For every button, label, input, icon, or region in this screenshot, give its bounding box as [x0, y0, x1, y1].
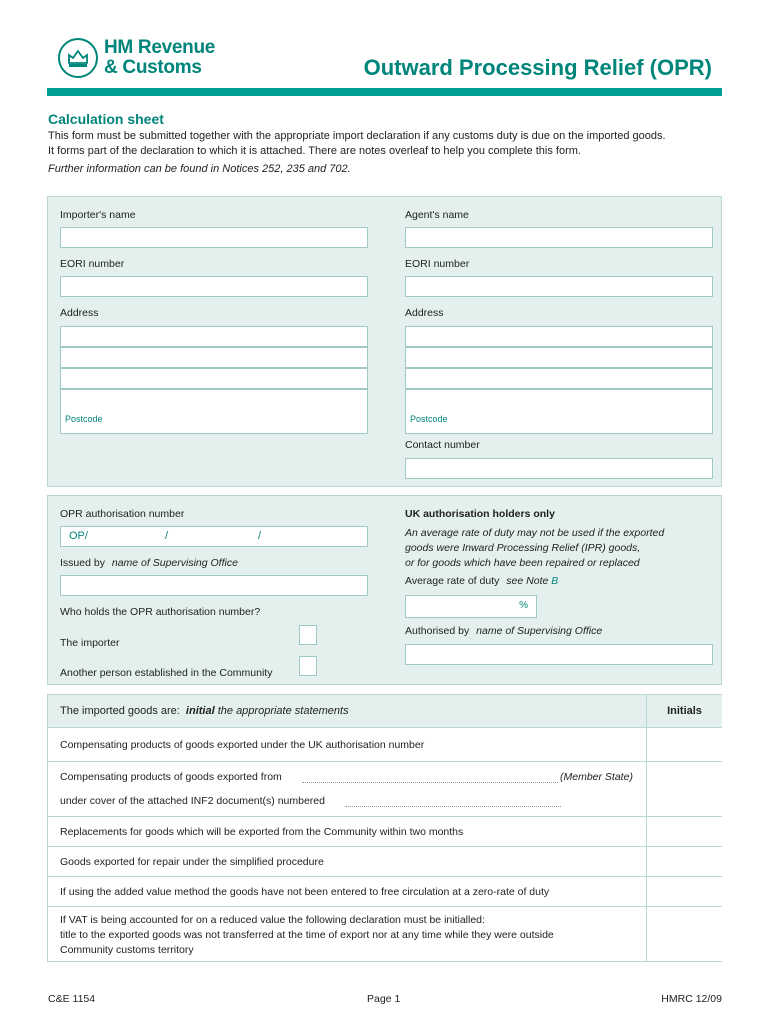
header-italic: the appropriate statements — [217, 705, 349, 717]
parties-panel — [47, 196, 722, 487]
contact-number-field[interactable] — [405, 458, 713, 479]
page-title: Outward Processing Relief (OPR) — [363, 55, 712, 80]
issued-by-hint: name of Supervising Office — [111, 557, 238, 569]
importer-option-label: The importer — [60, 637, 120, 649]
authorised-by-label — [405, 625, 602, 637]
agent-postcode-field[interactable] — [405, 389, 713, 434]
table-row — [48, 817, 646, 847]
importer-address-line[interactable] — [60, 368, 368, 389]
agent-eori-label: EORI number — [405, 258, 470, 270]
authorisation-panel — [47, 495, 722, 685]
agent-address-line[interactable] — [405, 326, 713, 347]
postcode-label: Postcode — [65, 414, 103, 424]
authorised-by-text: Authorised by — [405, 625, 470, 637]
form-version: HMRC 12/09 — [661, 993, 722, 1005]
issued-by-text: Issued by — [60, 557, 105, 569]
statement-text: Compensating products of goods exported under the UK authorisation number — [60, 739, 425, 751]
table-row — [48, 907, 646, 961]
average-rate-note-line: or for goods which have been repaired or replaced — [405, 557, 640, 569]
initials-cell[interactable] — [646, 877, 722, 907]
authorised-by-hint: name of Supervising Office — [476, 625, 603, 637]
agent-eori-field[interactable] — [405, 276, 713, 297]
statement-text: title to the exported goods was not transferred at the time of export nor at any time while they were outside — [60, 929, 554, 941]
importer-address-label: Address — [60, 307, 99, 319]
another-person-option-label: Another person established in the Community — [60, 667, 273, 679]
see-note-text: see Note — [506, 575, 549, 587]
importer-postcode-field[interactable] — [60, 389, 368, 434]
statements-table — [47, 694, 722, 962]
importer-name-field[interactable] — [60, 227, 368, 248]
header-rule — [47, 88, 722, 96]
table-row — [48, 847, 646, 877]
statement-text: Goods exported for repair under the simplified procedure — [60, 856, 324, 868]
statement-text: Replacements for goods which will be exported from the Community within two months — [60, 826, 464, 838]
page-number: Page 1 — [367, 993, 401, 1005]
statement-text: If using the added value method the goods have not been entered to free circulation at a zero-rate of duty — [60, 886, 550, 898]
note-b-link: B — [551, 575, 559, 587]
agent-name-label: Agent's name — [405, 209, 469, 221]
average-rate-label — [405, 575, 558, 587]
initials-cell[interactable] — [646, 907, 722, 961]
table-row — [48, 762, 646, 817]
average-rate-note-line: An average rate of duty may not be used if the exported — [405, 527, 665, 539]
agent-name-field[interactable] — [405, 227, 713, 248]
average-rate-field[interactable] — [405, 595, 537, 618]
section-heading: Calculation sheet — [48, 111, 164, 127]
op-prefix: OP/ — [69, 530, 88, 542]
logo-line1: HM Revenue — [104, 37, 216, 58]
importer-name-label: Importer's name — [60, 209, 136, 221]
statement-text: Community customs territory — [60, 944, 194, 956]
agent-address-line[interactable] — [405, 368, 713, 389]
importer-eori-field[interactable] — [60, 276, 368, 297]
intro-line1: This form must be submitted together with the appropriate import declaration if any customs duty is due on the imported goods. — [48, 130, 666, 142]
table-row — [48, 728, 646, 762]
importer-eori-label: EORI number — [60, 258, 125, 270]
another-person-checkbox[interactable] — [299, 656, 317, 676]
intro-text — [48, 129, 728, 159]
initials-cell[interactable] — [646, 847, 722, 877]
opr-number-field[interactable] — [60, 526, 368, 547]
table-header-text — [60, 705, 349, 717]
inf2-numbers-field[interactable] — [345, 806, 561, 807]
intro-note: Further information can be found in Notices 252, 235 and 702. — [48, 163, 351, 175]
table-header — [48, 695, 646, 728]
initials-cell[interactable] — [646, 728, 722, 762]
op-slash: / — [165, 530, 169, 542]
importer-checkbox[interactable] — [299, 625, 317, 645]
average-rate-note-line: goods were Inward Processing Relief (IPR) goods, — [405, 542, 641, 554]
agent-address-line[interactable] — [405, 347, 713, 368]
statement-text: under cover of the attached INF2 document(s) numbered — [60, 795, 325, 807]
opr-number-label: OPR authorisation number — [60, 508, 185, 520]
importer-address-line[interactable] — [60, 326, 368, 347]
header-text: The imported goods are: — [60, 705, 180, 717]
logo-line2: & Customs — [104, 57, 202, 78]
issued-by-label — [60, 557, 238, 569]
intro-line2: It forms part of the declaration to which it is attached. There are notes overleaf to help you complete this form. — [48, 145, 581, 157]
who-holds-label: Who holds the OPR authorisation number? — [60, 606, 261, 618]
agent-address-label: Address — [405, 307, 444, 319]
authorised-by-field[interactable] — [405, 644, 713, 665]
postcode-label: Postcode — [410, 414, 448, 424]
contact-number-label: Contact number — [405, 439, 480, 451]
logo-text — [104, 38, 215, 78]
initials-header: Initials — [646, 695, 722, 728]
member-state-label: (Member State) — [560, 771, 633, 783]
op-slash: / — [258, 530, 262, 542]
issued-by-field[interactable] — [60, 575, 368, 596]
initials-cell[interactable] — [646, 817, 722, 847]
hmrc-logo — [58, 38, 228, 82]
header-emphasis: initial — [185, 705, 215, 717]
importer-address-line[interactable] — [60, 347, 368, 368]
table-row — [48, 877, 646, 907]
statement-text: Compensating products of goods exported from — [60, 771, 282, 783]
vat-declaration — [60, 913, 554, 958]
initials-cell[interactable] — [646, 762, 722, 817]
form-reference: C&E 1154 — [48, 993, 96, 1005]
average-rate-note — [405, 526, 664, 571]
crown-icon — [58, 38, 98, 78]
member-state-field[interactable] — [302, 782, 558, 783]
statement-text: If VAT is being accounted for on a reduced value the following declaration must be initialled: — [60, 914, 485, 926]
average-rate-text: Average rate of duty — [405, 575, 500, 587]
percent-sign: % — [519, 600, 528, 611]
uk-holders-heading: UK authorisation holders only — [405, 508, 555, 520]
